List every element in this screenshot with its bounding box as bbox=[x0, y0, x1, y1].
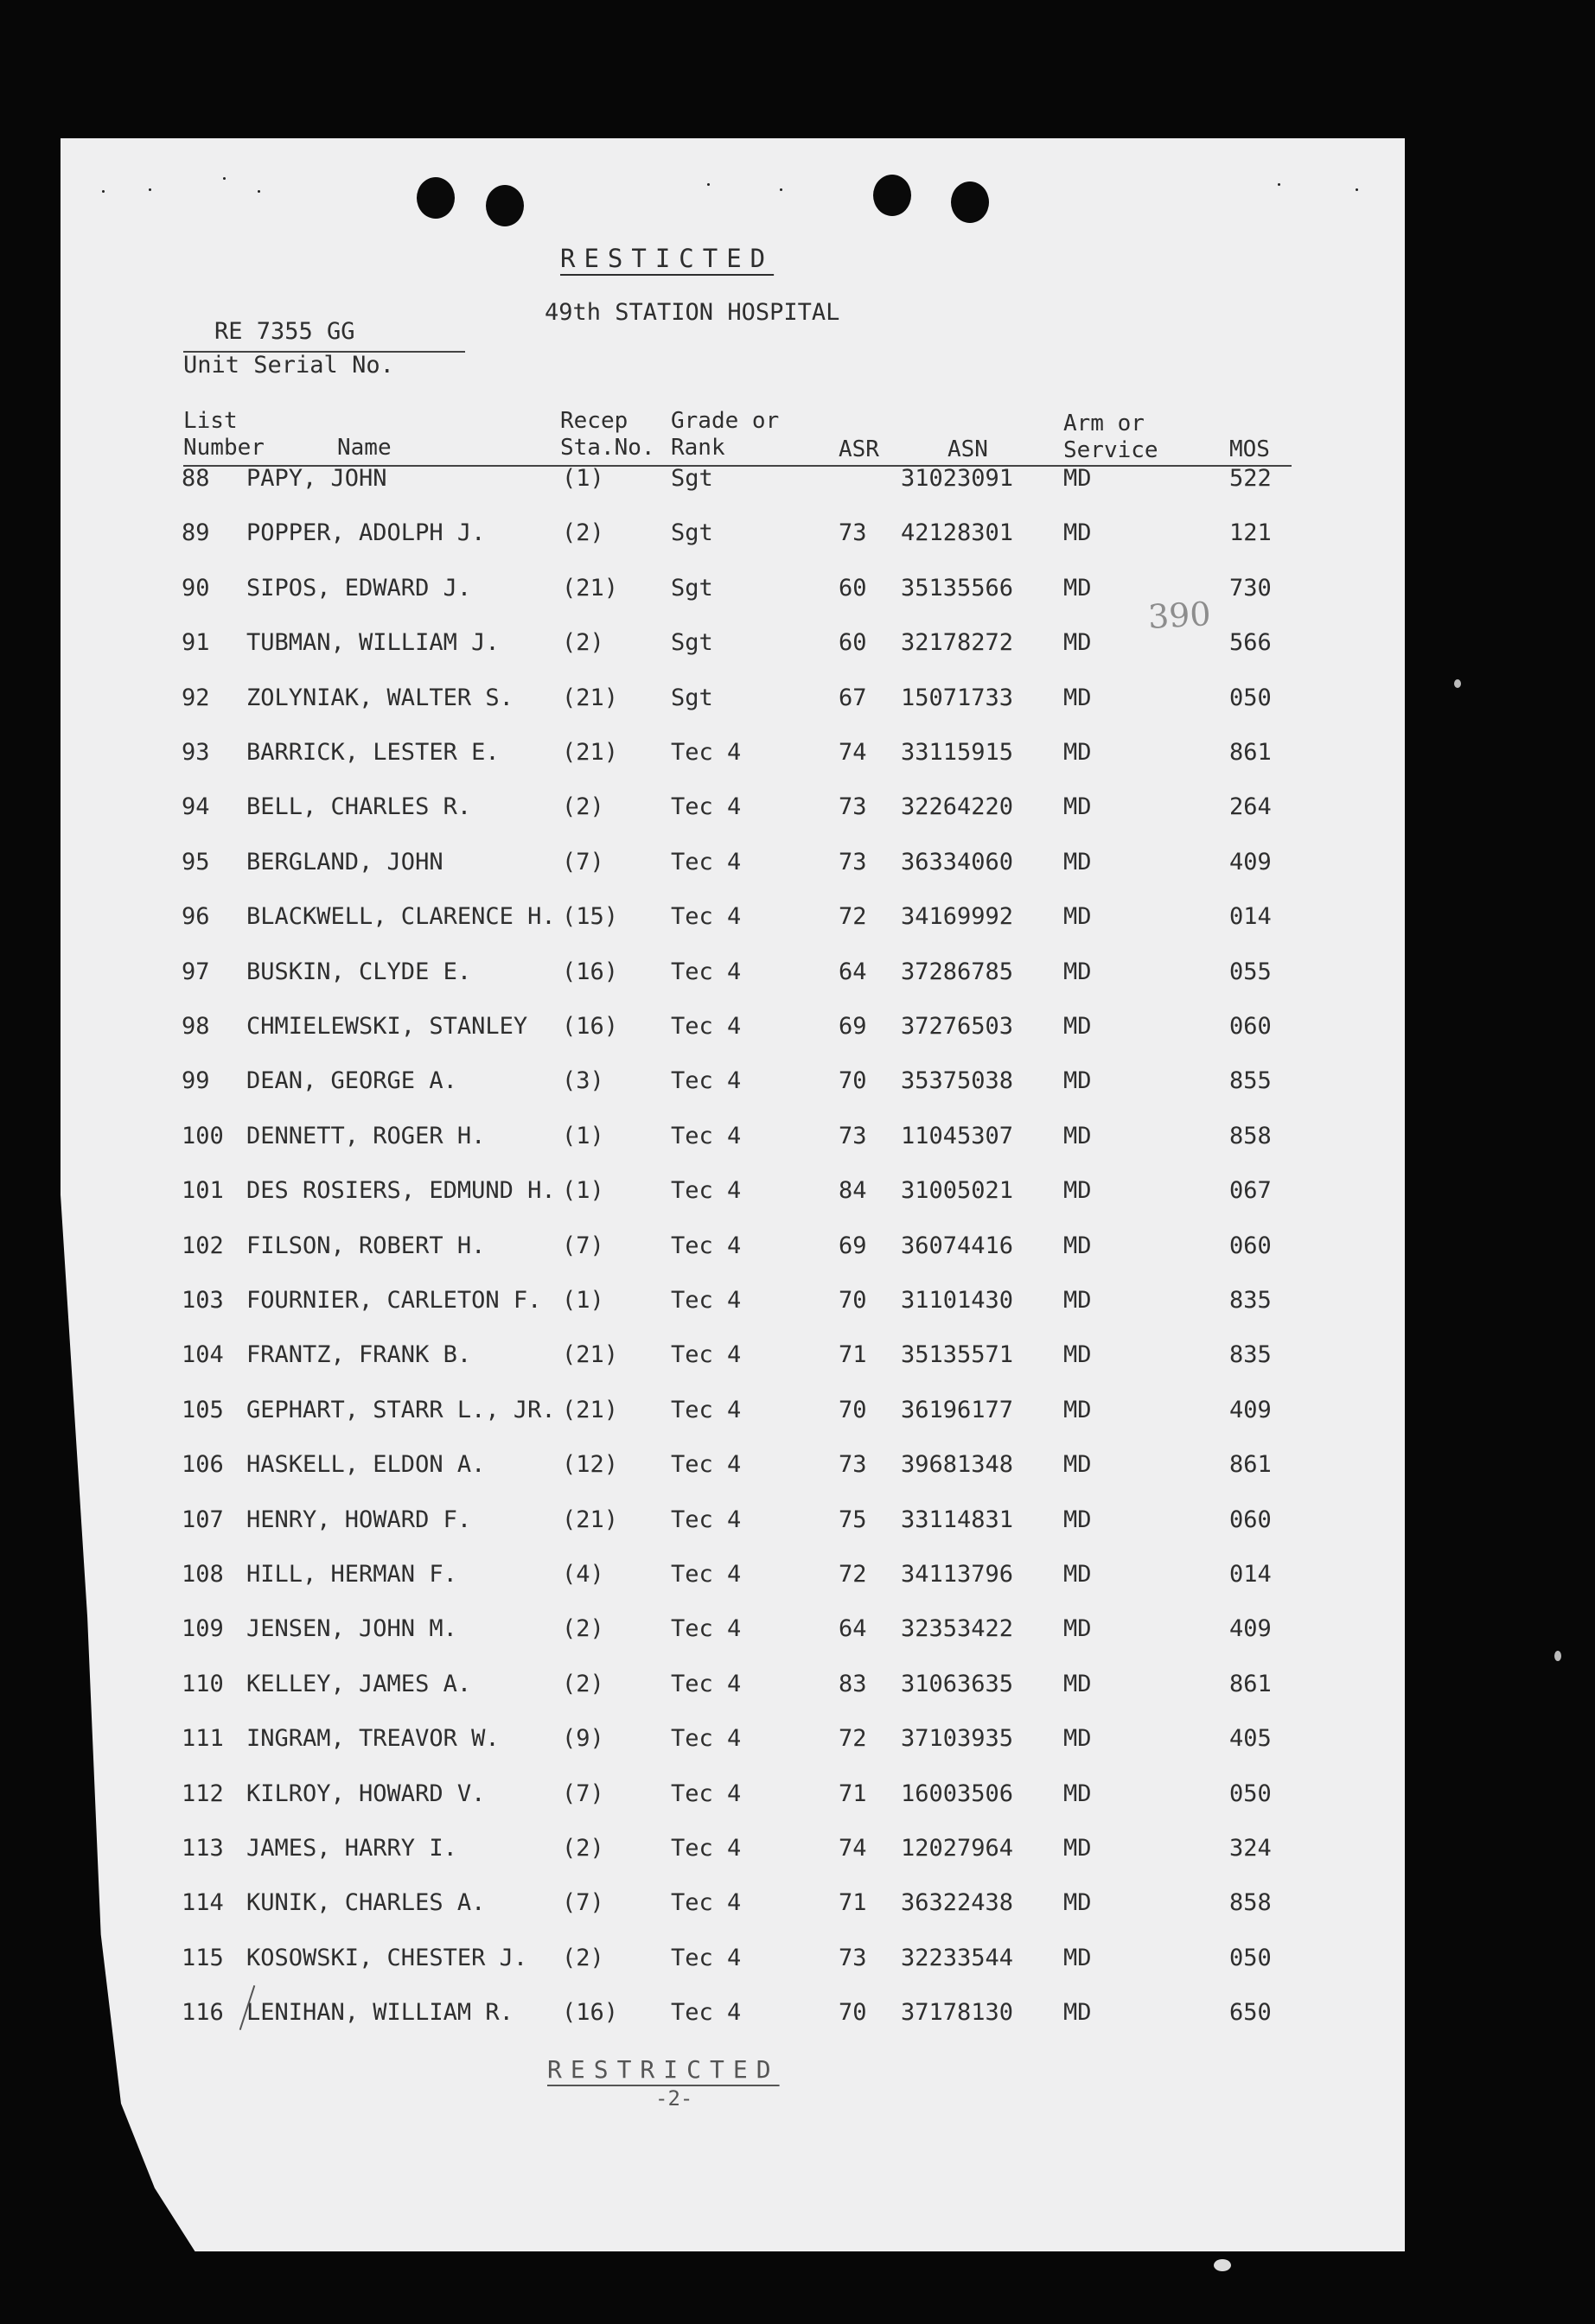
arm-service: MD bbox=[1063, 903, 1092, 931]
grade-rank: Tec 4 bbox=[671, 793, 742, 821]
soldier-name: FOURNIER, CARLETON F. bbox=[246, 1287, 542, 1314]
soldier-name: JAMES, HARRY I. bbox=[246, 1835, 457, 1862]
scan-speck bbox=[258, 190, 260, 193]
asn-number: 15071733 bbox=[901, 684, 1014, 711]
asr-score: 73 bbox=[839, 848, 867, 875]
grade-rank: Tec 4 bbox=[671, 1999, 742, 2027]
soldier-name: KILROY, HOWARD V. bbox=[246, 1780, 486, 1807]
grade-rank: Tec 4 bbox=[671, 1287, 742, 1314]
arm-service: MD bbox=[1063, 1013, 1092, 1040]
mos-code: 730 bbox=[1229, 574, 1272, 602]
asr-score: 69 bbox=[839, 1013, 867, 1040]
recep-sta-no: (1) bbox=[562, 1287, 604, 1314]
list-number: 91 bbox=[182, 629, 210, 657]
soldier-name: JENSEN, JOHN M. bbox=[246, 1615, 457, 1643]
asn-number: 36196177 bbox=[901, 1396, 1014, 1423]
header-arm: Arm or Service bbox=[1063, 411, 1158, 463]
mos-code: 409 bbox=[1229, 1615, 1272, 1643]
grade-rank: Sgt bbox=[671, 684, 713, 711]
grade-rank: Tec 4 bbox=[671, 1451, 742, 1479]
recep-sta-no: (21) bbox=[562, 1396, 619, 1423]
list-number: 109 bbox=[182, 1615, 224, 1643]
arm-service: MD bbox=[1063, 793, 1092, 821]
asn-number: 36074416 bbox=[901, 1232, 1014, 1259]
asn-number: 12027964 bbox=[901, 1835, 1014, 1862]
grade-rank: Tec 4 bbox=[671, 1889, 742, 1917]
list-number: 88 bbox=[182, 465, 210, 492]
scan-speck bbox=[1278, 183, 1280, 186]
asn-number: 31023091 bbox=[901, 465, 1014, 492]
asn-number: 37178130 bbox=[901, 1999, 1014, 2027]
grade-rank: Tec 4 bbox=[671, 1013, 742, 1040]
recep-sta-no: (2) bbox=[562, 1944, 604, 1971]
soldier-name: TUBMAN, WILLIAM J. bbox=[246, 629, 500, 657]
soldier-name: KOSOWSKI, CHESTER J. bbox=[246, 1944, 528, 1971]
recep-sta-no: (4) bbox=[562, 1561, 604, 1588]
mos-code: 050 bbox=[1229, 684, 1272, 711]
recep-sta-no: (2) bbox=[562, 1670, 604, 1697]
asn-number: 35135566 bbox=[901, 574, 1014, 602]
arm-service: MD bbox=[1063, 1506, 1092, 1533]
grade-rank: Tec 4 bbox=[671, 1835, 742, 1862]
recep-sta-no: (21) bbox=[562, 1506, 619, 1533]
grade-rank: Tec 4 bbox=[671, 1232, 742, 1259]
arm-service: MD bbox=[1063, 958, 1092, 985]
asr-score: 73 bbox=[839, 1451, 867, 1479]
recep-sta-no: (2) bbox=[562, 519, 604, 547]
soldier-name: HILL, HERMAN F. bbox=[246, 1561, 457, 1588]
scan-speck bbox=[102, 190, 105, 193]
soldier-name: DENNETT, ROGER H. bbox=[246, 1122, 486, 1149]
recep-sta-no: (16) bbox=[562, 958, 619, 985]
soldier-name: CHMIELEWSKI, STANLEY bbox=[246, 1013, 528, 1040]
asr-score: 60 bbox=[839, 574, 867, 602]
recep-sta-no: (16) bbox=[562, 1013, 619, 1040]
asr-score: 70 bbox=[839, 1067, 867, 1095]
mos-code: 014 bbox=[1229, 1561, 1272, 1588]
scan-speck bbox=[223, 177, 226, 180]
mos-code: 861 bbox=[1229, 1451, 1272, 1479]
grade-rank: Sgt bbox=[671, 519, 713, 547]
asr-score: 74 bbox=[839, 739, 867, 766]
list-number: 116 bbox=[182, 1999, 224, 2027]
soldier-name: KUNIK, CHARLES A. bbox=[246, 1889, 486, 1917]
grade-rank: Tec 4 bbox=[671, 848, 742, 875]
grade-rank: Tec 4 bbox=[671, 1341, 742, 1369]
list-number: 107 bbox=[182, 1506, 224, 1533]
recep-sta-no: (3) bbox=[562, 1067, 604, 1095]
asn-number: 16003506 bbox=[901, 1780, 1014, 1807]
asr-score: 70 bbox=[839, 1999, 867, 2027]
soldier-name: BELL, CHARLES R. bbox=[246, 793, 472, 821]
arm-service: MD bbox=[1063, 1780, 1092, 1807]
list-number: 93 bbox=[182, 739, 210, 766]
asr-score: 60 bbox=[839, 629, 867, 657]
scan-speck bbox=[1454, 679, 1461, 688]
grade-rank: Tec 4 bbox=[671, 1670, 742, 1697]
recep-sta-no: (7) bbox=[562, 1232, 604, 1259]
list-number: 112 bbox=[182, 1780, 224, 1807]
asr-score: 71 bbox=[839, 1889, 867, 1917]
grade-rank: Tec 4 bbox=[671, 903, 742, 931]
mos-code: 060 bbox=[1229, 1232, 1272, 1259]
recep-sta-no: (7) bbox=[562, 1889, 604, 1917]
arm-service: MD bbox=[1063, 1451, 1092, 1479]
asr-score: 73 bbox=[839, 793, 867, 821]
recep-sta-no: (12) bbox=[562, 1451, 619, 1479]
list-number: 106 bbox=[182, 1451, 224, 1479]
recep-sta-no: (21) bbox=[562, 739, 619, 766]
arm-service: MD bbox=[1063, 1835, 1092, 1862]
recep-sta-no: (2) bbox=[562, 1615, 604, 1643]
grade-rank: Tec 4 bbox=[671, 1122, 742, 1149]
asn-number: 33114831 bbox=[901, 1506, 1014, 1533]
header-recep: Recep Sta.No. bbox=[560, 408, 655, 461]
arm-service: MD bbox=[1063, 629, 1092, 657]
punch-hole bbox=[486, 185, 524, 226]
mos-code: 855 bbox=[1229, 1067, 1272, 1095]
grade-rank: Sgt bbox=[671, 465, 713, 492]
list-number: 96 bbox=[182, 903, 210, 931]
header-list-number: List Number bbox=[183, 408, 265, 461]
list-number: 95 bbox=[182, 848, 210, 875]
grade-rank: Tec 4 bbox=[671, 1615, 742, 1643]
classification-footer: RESTRICTED bbox=[547, 2055, 780, 2084]
asr-score: 71 bbox=[839, 1780, 867, 1807]
asr-score: 74 bbox=[839, 1835, 867, 1862]
asr-score: 67 bbox=[839, 684, 867, 711]
asn-number: 31005021 bbox=[901, 1177, 1014, 1205]
scan-speck bbox=[707, 183, 710, 186]
recep-sta-no: (7) bbox=[562, 1780, 604, 1807]
grade-rank: Tec 4 bbox=[671, 1944, 742, 1971]
soldier-name: FRANTZ, FRANK B. bbox=[246, 1341, 472, 1369]
asn-number: 32264220 bbox=[901, 793, 1014, 821]
list-number: 104 bbox=[182, 1341, 224, 1369]
mos-code: 055 bbox=[1229, 958, 1272, 985]
asn-number: 32233544 bbox=[901, 1944, 1014, 1971]
list-number: 115 bbox=[182, 1944, 224, 1971]
asr-score: 64 bbox=[839, 1615, 867, 1643]
header-mos: MOS bbox=[1229, 436, 1270, 462]
arm-service: MD bbox=[1063, 1341, 1092, 1369]
asn-number: 32178272 bbox=[901, 629, 1014, 657]
list-number: 110 bbox=[182, 1670, 224, 1697]
grade-rank: Tec 4 bbox=[671, 1177, 742, 1205]
soldier-name: DES ROSIERS, EDMUND H. bbox=[246, 1177, 556, 1205]
grade-rank: Tec 4 bbox=[671, 1396, 742, 1423]
scan-speck bbox=[149, 188, 151, 191]
soldier-name: SIPOS, EDWARD J. bbox=[246, 574, 472, 602]
list-number: 90 bbox=[182, 574, 210, 602]
grade-rank: Sgt bbox=[671, 574, 713, 602]
classification-header: RESTICTED bbox=[560, 244, 775, 273]
soldier-name: HASKELL, ELDON A. bbox=[246, 1451, 486, 1479]
list-number: 100 bbox=[182, 1122, 224, 1149]
arm-service: MD bbox=[1063, 519, 1092, 547]
mos-code: 858 bbox=[1229, 1889, 1272, 1917]
soldier-name: GEPHART, STARR L., JR. bbox=[246, 1396, 556, 1423]
mos-code: 324 bbox=[1229, 1835, 1272, 1862]
recep-sta-no: (21) bbox=[562, 1341, 619, 1369]
page-number: -2- bbox=[655, 2086, 693, 2111]
header-asn: ASN bbox=[947, 436, 988, 462]
list-number: 98 bbox=[182, 1013, 210, 1040]
asn-number: 36322438 bbox=[901, 1889, 1014, 1917]
recep-sta-no: (7) bbox=[562, 848, 604, 875]
asn-number: 35375038 bbox=[901, 1067, 1014, 1095]
asn-number: 34169992 bbox=[901, 903, 1014, 931]
list-number: 89 bbox=[182, 519, 210, 547]
soldier-name: ZOLYNIAK, WALTER S. bbox=[246, 684, 514, 711]
asn-number: 31101430 bbox=[901, 1287, 1014, 1314]
arm-service: MD bbox=[1063, 1725, 1092, 1753]
recep-sta-no: (1) bbox=[562, 1177, 604, 1205]
asn-number: 37276503 bbox=[901, 1013, 1014, 1040]
list-number: 92 bbox=[182, 684, 210, 711]
asn-number: 35135571 bbox=[901, 1341, 1014, 1369]
asr-score: 73 bbox=[839, 1122, 867, 1149]
header-name: Name bbox=[337, 435, 392, 461]
mos-code: 835 bbox=[1229, 1287, 1272, 1314]
arm-service: MD bbox=[1063, 1670, 1092, 1697]
scan-speck bbox=[1214, 2259, 1231, 2271]
mos-code: 121 bbox=[1229, 519, 1272, 547]
asr-score: 75 bbox=[839, 1506, 867, 1533]
asn-number: 34113796 bbox=[901, 1561, 1014, 1588]
asr-score: 69 bbox=[839, 1232, 867, 1259]
list-number: 102 bbox=[182, 1232, 224, 1259]
mos-code: 014 bbox=[1229, 903, 1272, 931]
arm-service: MD bbox=[1063, 1122, 1092, 1149]
asr-score: 72 bbox=[839, 903, 867, 931]
mos-code: 650 bbox=[1229, 1999, 1272, 2027]
list-number: 105 bbox=[182, 1396, 224, 1423]
soldier-name: BERGLAND, JOHN bbox=[246, 848, 443, 875]
grade-rank: Tec 4 bbox=[671, 1561, 742, 1588]
list-number: 97 bbox=[182, 958, 210, 985]
asn-number: 31063635 bbox=[901, 1670, 1014, 1697]
asn-number: 11045307 bbox=[901, 1122, 1014, 1149]
list-number: 94 bbox=[182, 793, 210, 821]
unit-name: 49th STATION HOSPITAL bbox=[545, 299, 840, 326]
arm-service: MD bbox=[1063, 1177, 1092, 1205]
asr-score: 73 bbox=[839, 1944, 867, 1971]
mos-code: 861 bbox=[1229, 1670, 1272, 1697]
mos-code: 060 bbox=[1229, 1506, 1272, 1533]
soldier-name: BLACKWELL, CLARENCE H. bbox=[246, 903, 556, 931]
asr-score: 70 bbox=[839, 1287, 867, 1314]
asn-number: 32353422 bbox=[901, 1615, 1014, 1643]
asr-score: 72 bbox=[839, 1561, 867, 1588]
list-number: 99 bbox=[182, 1067, 210, 1095]
arm-service: MD bbox=[1063, 1561, 1092, 1588]
list-number: 111 bbox=[182, 1725, 224, 1753]
recep-sta-no: (16) bbox=[562, 1999, 619, 2027]
mos-code: 067 bbox=[1229, 1177, 1272, 1205]
soldier-name: INGRAM, TREAVOR W. bbox=[246, 1725, 500, 1753]
asn-number: 39681348 bbox=[901, 1451, 1014, 1479]
asr-score: 83 bbox=[839, 1670, 867, 1697]
grade-rank: Tec 4 bbox=[671, 958, 742, 985]
grade-rank: Tec 4 bbox=[671, 1506, 742, 1533]
punch-hole bbox=[873, 175, 911, 216]
mos-code: 522 bbox=[1229, 465, 1272, 492]
arm-service: MD bbox=[1063, 1944, 1092, 1971]
recep-sta-no: (2) bbox=[562, 1835, 604, 1862]
soldier-name: BARRICK, LESTER E. bbox=[246, 739, 500, 766]
asn-number: 42128301 bbox=[901, 519, 1014, 547]
grade-rank: Tec 4 bbox=[671, 1067, 742, 1095]
mos-code: 050 bbox=[1229, 1780, 1272, 1807]
recep-sta-no: (21) bbox=[562, 574, 619, 602]
grade-rank: Tec 4 bbox=[671, 1780, 742, 1807]
arm-service: MD bbox=[1063, 574, 1092, 602]
header-asr: ASR bbox=[839, 436, 879, 462]
soldier-name: BUSKIN, CLYDE E. bbox=[246, 958, 472, 985]
list-number: 103 bbox=[182, 1287, 224, 1314]
soldier-name: FILSON, ROBERT H. bbox=[246, 1232, 486, 1259]
arm-service: MD bbox=[1063, 1999, 1092, 2027]
mos-code: 409 bbox=[1229, 848, 1272, 875]
arm-service: MD bbox=[1063, 1232, 1092, 1259]
arm-service: MD bbox=[1063, 1396, 1092, 1423]
scan-speck bbox=[780, 188, 782, 191]
recep-sta-no: (2) bbox=[562, 629, 604, 657]
mos-code: 566 bbox=[1229, 629, 1272, 657]
arm-service: MD bbox=[1063, 1615, 1092, 1643]
asn-number: 33115915 bbox=[901, 739, 1014, 766]
unit-serial-code: RE 7355 GG bbox=[214, 318, 355, 345]
list-number: 101 bbox=[182, 1177, 224, 1205]
mos-code: 409 bbox=[1229, 1396, 1272, 1423]
arm-service: MD bbox=[1063, 684, 1092, 711]
mos-code: 835 bbox=[1229, 1341, 1272, 1369]
arm-service: MD bbox=[1063, 739, 1092, 766]
list-number: 113 bbox=[182, 1835, 224, 1862]
grade-rank: Sgt bbox=[671, 629, 713, 657]
recep-sta-no: (1) bbox=[562, 465, 604, 492]
arm-service: MD bbox=[1063, 465, 1092, 492]
arm-service: MD bbox=[1063, 1889, 1092, 1917]
mos-code: 060 bbox=[1229, 1013, 1272, 1040]
list-number: 108 bbox=[182, 1561, 224, 1588]
mos-code: 858 bbox=[1229, 1122, 1272, 1149]
mos-code: 861 bbox=[1229, 739, 1272, 766]
asn-number: 37103935 bbox=[901, 1725, 1014, 1753]
asr-score: 64 bbox=[839, 958, 867, 985]
asn-number: 37286785 bbox=[901, 958, 1014, 985]
mos-code: 264 bbox=[1229, 793, 1272, 821]
asr-score: 72 bbox=[839, 1725, 867, 1753]
recep-sta-no: (2) bbox=[562, 793, 604, 821]
mos-code: 405 bbox=[1229, 1725, 1272, 1753]
soldier-name: KELLEY, JAMES A. bbox=[246, 1670, 472, 1697]
page-stamp-number: 390 bbox=[1146, 595, 1212, 636]
header-grade: Grade or Rank bbox=[671, 408, 780, 461]
asn-number: 36334060 bbox=[901, 848, 1014, 875]
punch-hole bbox=[417, 177, 455, 219]
asr-score: 73 bbox=[839, 519, 867, 547]
unit-serial-label: Unit Serial No. bbox=[183, 352, 394, 379]
scan-speck bbox=[1356, 188, 1358, 191]
grade-rank: Tec 4 bbox=[671, 739, 742, 766]
list-number: 114 bbox=[182, 1889, 224, 1917]
asr-score: 71 bbox=[839, 1341, 867, 1369]
soldier-name: HENRY, HOWARD F. bbox=[246, 1506, 472, 1533]
scan-speck bbox=[1554, 1651, 1561, 1661]
arm-service: MD bbox=[1063, 848, 1092, 875]
arm-service: MD bbox=[1063, 1287, 1092, 1314]
asr-score: 70 bbox=[839, 1396, 867, 1423]
grade-rank: Tec 4 bbox=[671, 1725, 742, 1753]
mos-code: 050 bbox=[1229, 1944, 1272, 1971]
arm-service: MD bbox=[1063, 1067, 1092, 1095]
soldier-name: POPPER, ADOLPH J. bbox=[246, 519, 486, 547]
recep-sta-no: (9) bbox=[562, 1725, 604, 1753]
recep-sta-no: (15) bbox=[562, 903, 619, 931]
asr-score: 84 bbox=[839, 1177, 867, 1205]
soldier-name: PAPY, JOHN bbox=[246, 465, 387, 492]
punch-hole bbox=[951, 181, 989, 223]
recep-sta-no: (21) bbox=[562, 684, 619, 711]
soldier-name: LENIHAN, WILLIAM R. bbox=[246, 1999, 514, 2027]
recep-sta-no: (1) bbox=[562, 1122, 604, 1149]
soldier-name: DEAN, GEORGE A. bbox=[246, 1067, 457, 1095]
